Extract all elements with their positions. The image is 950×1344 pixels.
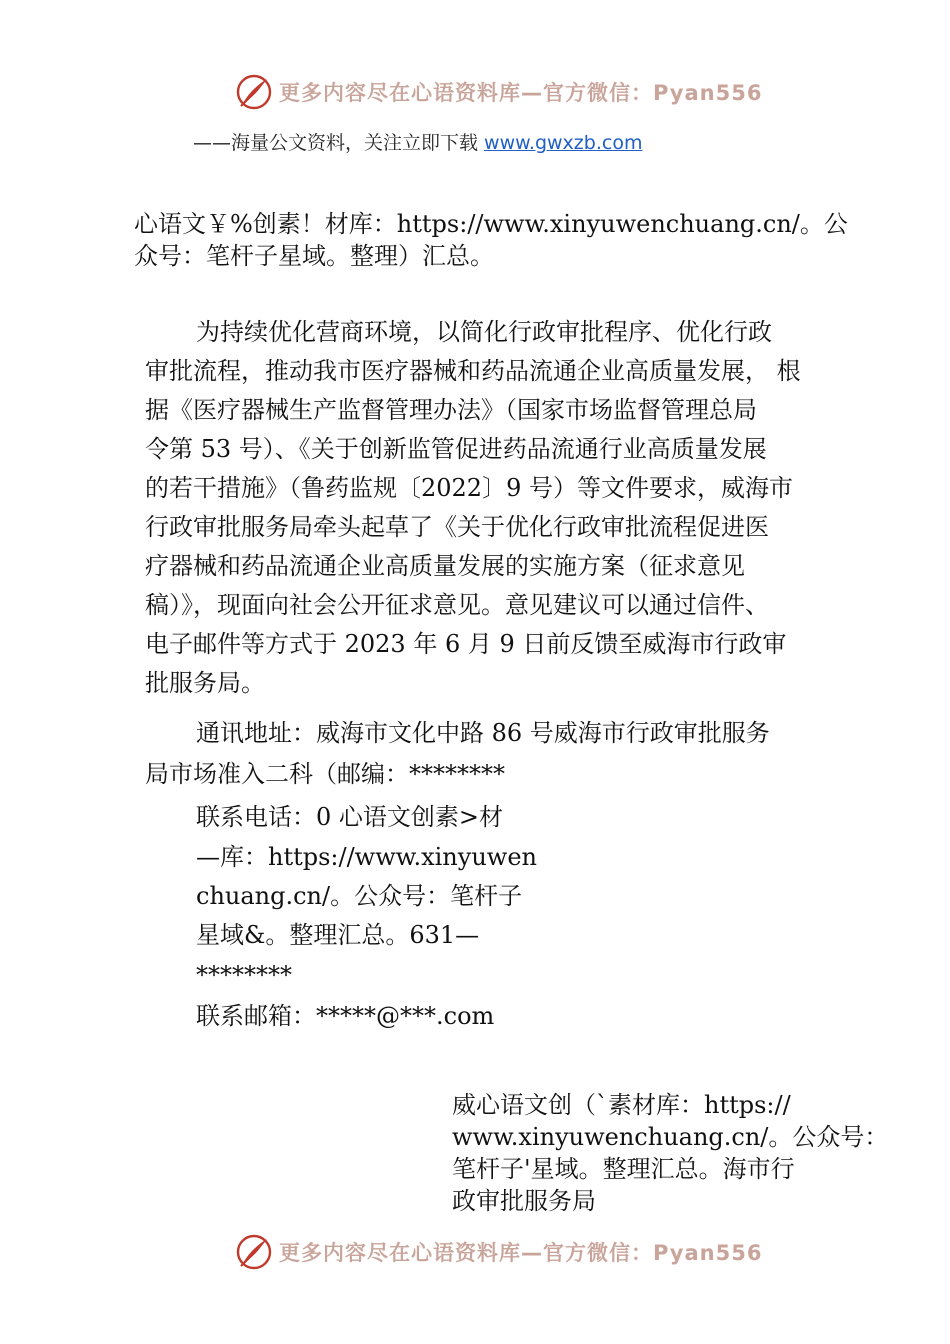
address-line-2: 局市场准入二科（邮编：******** [145, 760, 505, 788]
footer-banner [235, 1232, 762, 1272]
body-line: 稿）》，现面向社会公开征求意见。意见建议可以通过信件、 [145, 591, 769, 619]
quill-logo-icon [235, 1233, 273, 1271]
body-line: 行政审批服务局牵头起草了《关于优化行政审批流程促进医 [145, 513, 769, 541]
signature-line: 威心语文创（`素材库：https:// [452, 1091, 791, 1119]
header-banner [235, 72, 762, 112]
footer-banner-text: 更多内容尽在心语资料库—官方微信：Pyan556 [279, 1241, 763, 1265]
intro-line-2: 众号：笔杆子星域。整理）汇总。 [134, 242, 494, 270]
subline-text: ——海量公文资料，关注立即下载 [193, 132, 485, 154]
signature-line: 笔杆子'星域。整理汇总。海市行 [452, 1155, 795, 1183]
header-banner-text: 更多内容尽在心语资料库—官方微信：Pyan556 [279, 81, 763, 105]
body-line: 的若干措施》（鲁药监规〔2022〕9 号）等文件要求，威海市 [145, 474, 793, 502]
body-line: 审批流程，推动我市医疗器械和药品流通企业高质量发展， 根 [145, 357, 801, 385]
address-line-1: 通讯地址：威海市文化中路 86 号威海市行政审批服务 [196, 719, 770, 747]
body-line: 批服务局。 [145, 669, 265, 697]
quill-logo-icon [235, 73, 273, 111]
phone-line: chuang.cn/。公众号：笔杆子 [196, 882, 523, 910]
body-line: 疗器械和药品流通企业高质量发展的实施方案（征求意见 [145, 552, 745, 580]
phone-line: 星域&。整理汇总。631— [196, 921, 480, 949]
email-line: 联系邮箱：*****@***.com [196, 1002, 495, 1030]
signature-line: 政审批服务局 [452, 1187, 596, 1215]
body-line: 令第 53 号）、《关于创新监管促进药品流通行业高质量发展 [145, 435, 767, 463]
signature-line: www.xinyuwenchuang.cn/。公众号： [452, 1123, 889, 1151]
body-line: 为持续优化营商环境，以简化行政审批程序、优化行政 [196, 318, 772, 346]
site-link[interactable]: www.gwxzb.com [484, 132, 643, 154]
intro-line-1: 心语文￥%创素！材库：https://www.xinyuwenchuang.cn/。公 [134, 210, 848, 238]
phone-line: —库：https://www.xinyuwen [196, 843, 537, 871]
phone-line: ******** [196, 961, 292, 989]
phone-line: 联系电话：0 心语文创素>材 [196, 803, 504, 831]
body-line: 电子邮件等方式于 2023 年 6 月 9 日前反馈至威海市行政审 [145, 630, 787, 658]
header-subline [193, 128, 642, 155]
body-line: 据《医疗器械生产监督管理办法》（国家市场监督管理总局 [145, 396, 757, 424]
